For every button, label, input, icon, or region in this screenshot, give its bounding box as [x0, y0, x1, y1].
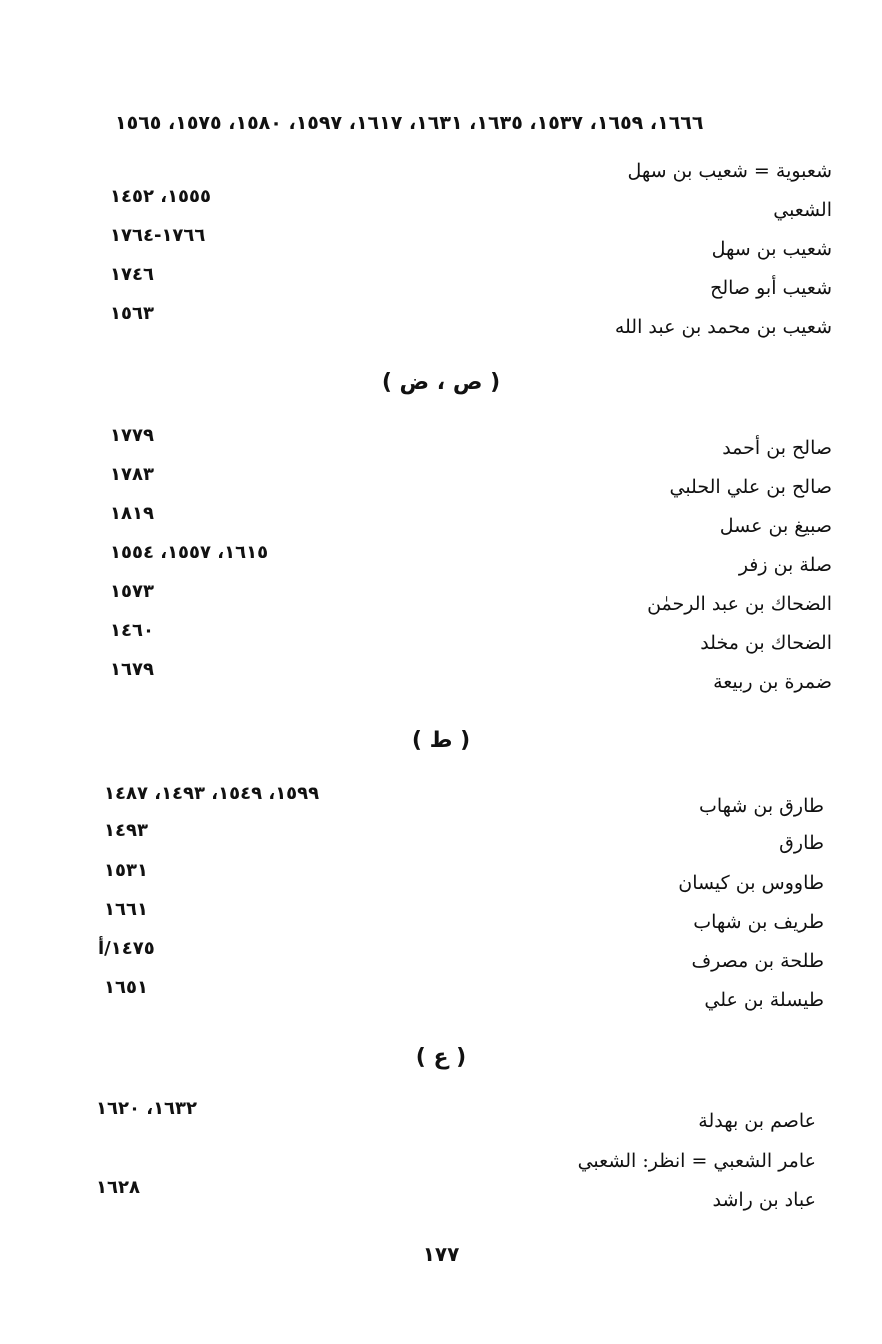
index-entry	[0, 464, 882, 498]
index-entry	[0, 977, 882, 1011]
entry-numbers: ١٥٦٣	[110, 303, 154, 324]
index-entry	[0, 303, 882, 338]
entry-numbers: ١٧٦٦-١٧٦٤	[110, 225, 206, 246]
entry-name: عاصم بن بهدلة	[698, 1110, 816, 1132]
entry-name: صالح بن علي الحلبي	[669, 476, 832, 498]
entry-name: عباد بن راشد	[712, 1189, 816, 1211]
entry-name: صلة بن زفر	[738, 554, 832, 576]
index-entry	[0, 425, 882, 459]
entry-name: عامر الشعبي = انظر: الشعبي	[577, 1150, 816, 1172]
entry-name: طلحة بن مصرف	[691, 950, 824, 972]
entry-name: شعيب بن سهل	[711, 238, 832, 260]
entry-numbers: ١٥٣١	[104, 860, 148, 881]
entry-name: صالح بن أحمد	[722, 437, 832, 459]
entry-name: شعيب أبو صالح	[710, 277, 832, 299]
entry-numbers: ١٦٧٩	[110, 659, 154, 680]
entry-name: طاووس بن كيسان	[678, 872, 824, 894]
index-entry	[0, 1150, 882, 1180]
entry-name: شعيب بن محمد بن عبد الله	[614, 316, 832, 338]
entry-name: طارق	[779, 832, 824, 854]
index-entry	[0, 264, 882, 299]
entry-name: صبيغ بن عسل	[719, 515, 832, 537]
index-entry	[0, 225, 882, 260]
section-heading-ta: ( ط )	[411, 728, 471, 753]
index-entry	[0, 503, 882, 537]
entry-numbers: ١٦٥١	[104, 977, 148, 998]
index-entry	[0, 581, 882, 615]
entry-numbers: ١٦١٥، ١٥٥٧، ١٥٥٤	[110, 542, 269, 563]
entry-numbers: ١٧٧٩	[110, 425, 154, 446]
entry-numbers: ١٤٩٣	[104, 820, 148, 841]
entry-numbers: ١٤٧٥/أ	[98, 938, 155, 959]
entry-name: طريف بن شهاب	[693, 911, 824, 933]
index-entry	[0, 186, 882, 221]
index-entry	[0, 620, 882, 654]
index-entry	[0, 1177, 882, 1211]
section-heading-ain: ( ع )	[415, 1045, 467, 1070]
entry-numbers: ١٤٦٠	[110, 620, 154, 641]
index-entry	[0, 899, 882, 933]
index-entry	[0, 783, 882, 817]
entry-numbers: ١٦٣٢، ١٦٢٠	[96, 1098, 198, 1119]
entry-name: شعبوية = شعيب بن سهل	[627, 160, 832, 182]
entry-numbers: ١٨١٩	[110, 503, 154, 524]
entry-numbers: ١٧٤٦	[110, 264, 154, 285]
section-heading-sad-dad: ( ص ، ض )	[381, 370, 501, 395]
page-number: ١٧٧	[422, 1242, 460, 1266]
index-entry	[0, 542, 882, 576]
entry-numbers: ١٦٢٨	[96, 1177, 140, 1198]
index-entry	[0, 1098, 882, 1132]
entry-name: الشعبي	[773, 199, 832, 221]
entry-numbers: ١٥٧٣	[110, 581, 154, 602]
index-entry	[0, 860, 882, 894]
entry-numbers: ١٥٥٥، ١٤٥٢	[110, 186, 212, 207]
index-entry	[0, 938, 882, 972]
entry-name: طارق بن شهاب	[698, 795, 824, 817]
entry-numbers: ١٦٦١	[104, 899, 148, 920]
index-entry	[0, 820, 882, 854]
continued-reference-numbers: ١٦٦٦، ١٦٥٩، ١٥٣٧، ١٦٣٥، ١٦٣١، ١٦١٧، ١٥٩٧، ١٥٨٠، ١٥٧٥، ١٥٦٥	[115, 112, 704, 134]
entry-name: طيسلة بن علي	[704, 989, 824, 1011]
entry-numbers: ١٥٩٩، ١٥٤٩، ١٤٩٣، ١٤٨٧	[104, 783, 320, 804]
entry-name: ضمرة بن ربيعة	[713, 671, 832, 693]
entry-name: الضحاك بن مخلد	[700, 632, 832, 654]
entry-numbers: ١٧٨٣	[110, 464, 154, 485]
entry-name: الضحاك بن عبد الرحمٰن	[647, 593, 832, 615]
index-entry	[0, 659, 882, 693]
